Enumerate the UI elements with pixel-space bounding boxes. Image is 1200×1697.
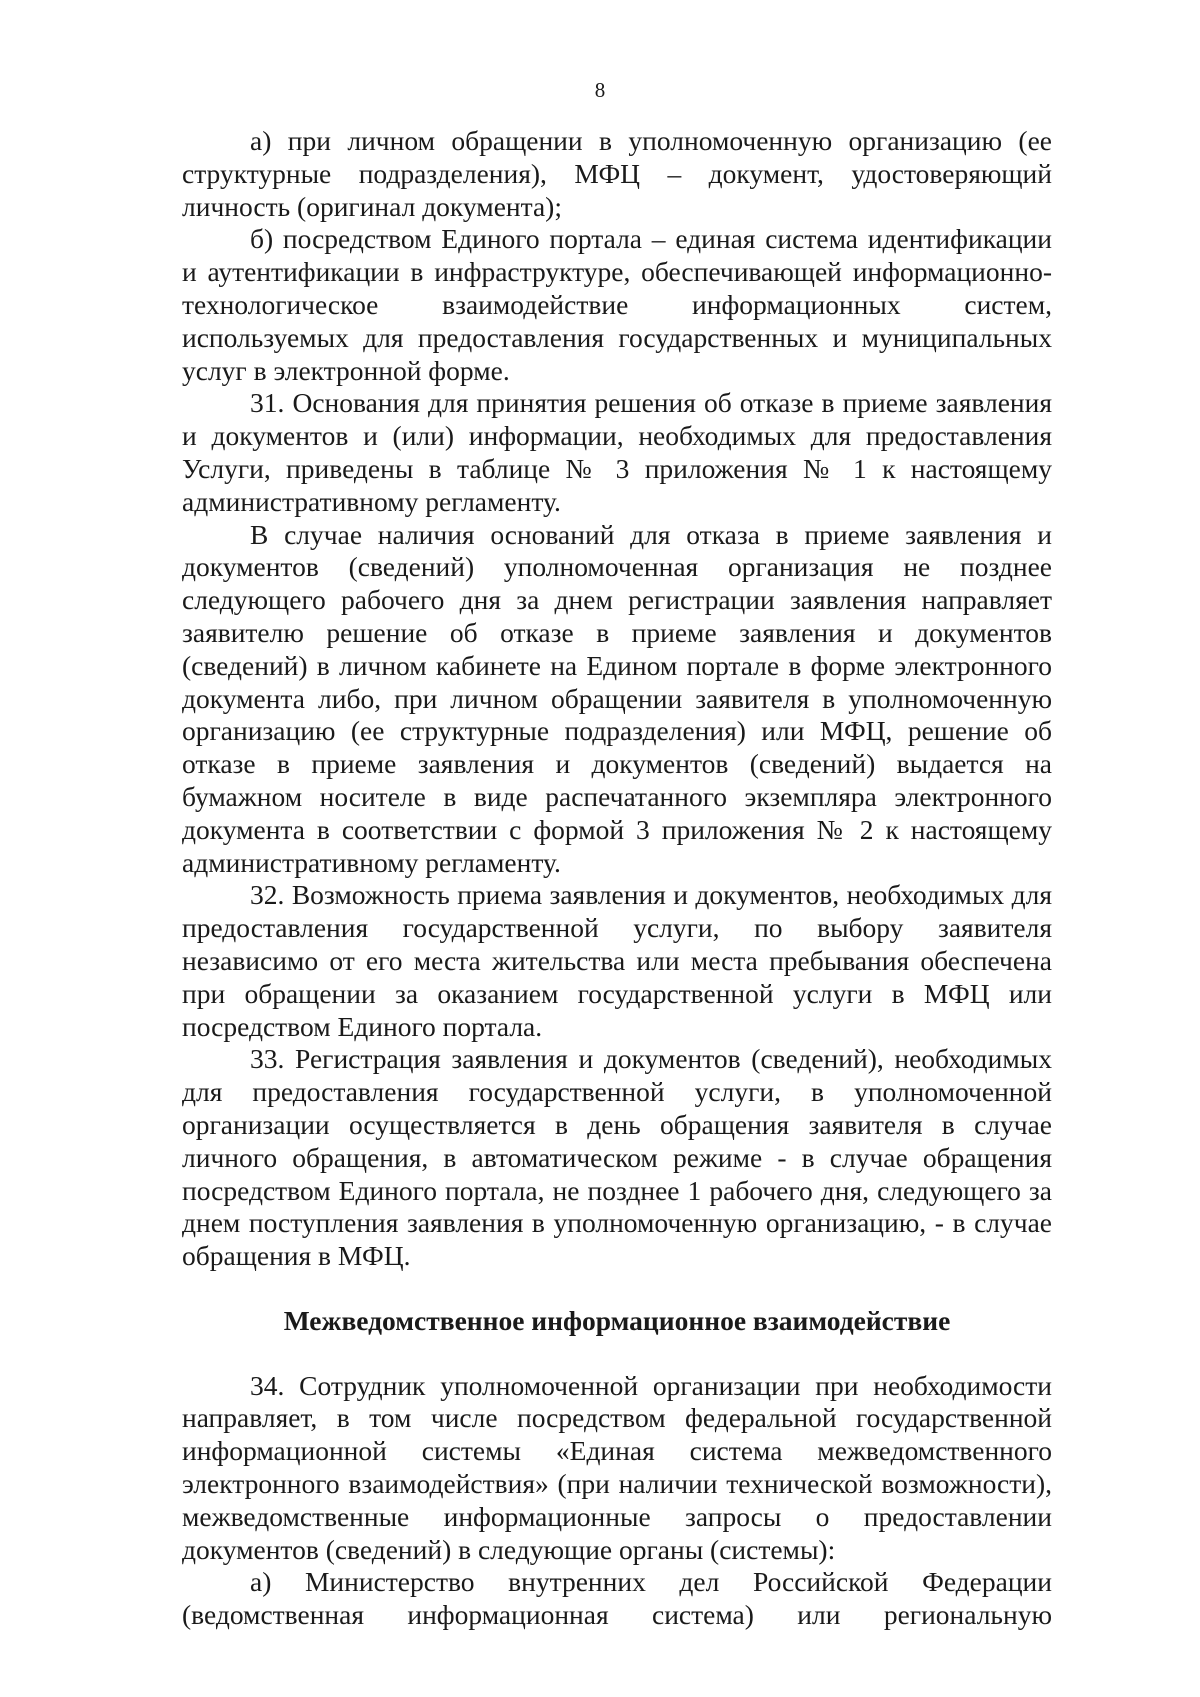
paragraph-33: 33. Регистрация заявления и документов (сведений), необходимых для предоставления государственной услуги, в уполномоченной организации осуществляется в день обращения заявителя в случае личного обращения, в автоматическом режиме - в случае обращения посредством Единого портала, не позднее 1 рабочего дня, следующего за днем поступления заявления в уполномоченную организацию, - в случае обращения в МФЦ. (182, 1043, 1052, 1272)
paragraph-30a: а) при личном обращении в уполномоченную организацию (ее структурные подразделения), МФЦ – документ, удостоверяющий личность (оригинал документа); (182, 125, 1052, 222)
paragraph-32: 32. Возможность приема заявления и документов, необходимых для предоставления государственной услуги, по выбору заявителя независимо от его места жительства или места пребывания обеспечена при обращении за оказанием государственной услуги в МФЦ или посредством Единого портала. (182, 879, 1052, 1042)
paragraph-30b: б) посредством Единого портала – единая система идентификации и аутентификации в инфраструктуре, обеспечивающей информационно-технологическое взаимодействие информационных систем, используемых для предоставления государственных и муниципальных услуг в электронной форме. (182, 223, 1052, 386)
paragraph-34a: а) Министерство внутренних дел Российской Федерации (ведомственная информационная система) или региональную (182, 1566, 1052, 1631)
paragraph-31-refusal: В случае наличия оснований для отказа в приеме заявления и документов (сведений) уполномоченная организация не позднее следующего рабочего дня за днем регистрации заявления направляет заявителю решение об отказе в приеме заявления и документов (сведений) в личном кабинете на Едином портале в форме электронного документа либо, при личном обращении заявителя в уполномоченную организацию (ее структурные подразделения) или МФЦ, решение об отказе в приеме заявления и документов (сведений) выдается на бумажном носителе в виде распечатанного экземпляра электронного документа в соответствии с формой 3 приложения № 2 к настоящему административному регламенту. (182, 518, 1052, 878)
paragraph-34: 34. Сотрудник уполномоченной организации при необходимости направляет, в том числе посредством федеральной государственной информационной системы «Единая система межведомственного электронного взаимодействия» (при наличии технической возможности), межведомственные информационные запросы о предоставлении документов (сведений) в следующие органы (системы): (182, 1369, 1052, 1565)
page-number: 8 (594, 78, 606, 102)
document-body (182, 125, 1052, 1632)
paragraph-31: 31. Основания для принятия решения об отказе в приеме заявления и документов и (или) информации, необходимых для предоставления Услуги, приведены в таблице № 3 приложения № 1 к настоящему административному регламенту. (182, 387, 1052, 517)
section-heading: Межведомственное информационное взаимодействие (283, 1304, 951, 1336)
